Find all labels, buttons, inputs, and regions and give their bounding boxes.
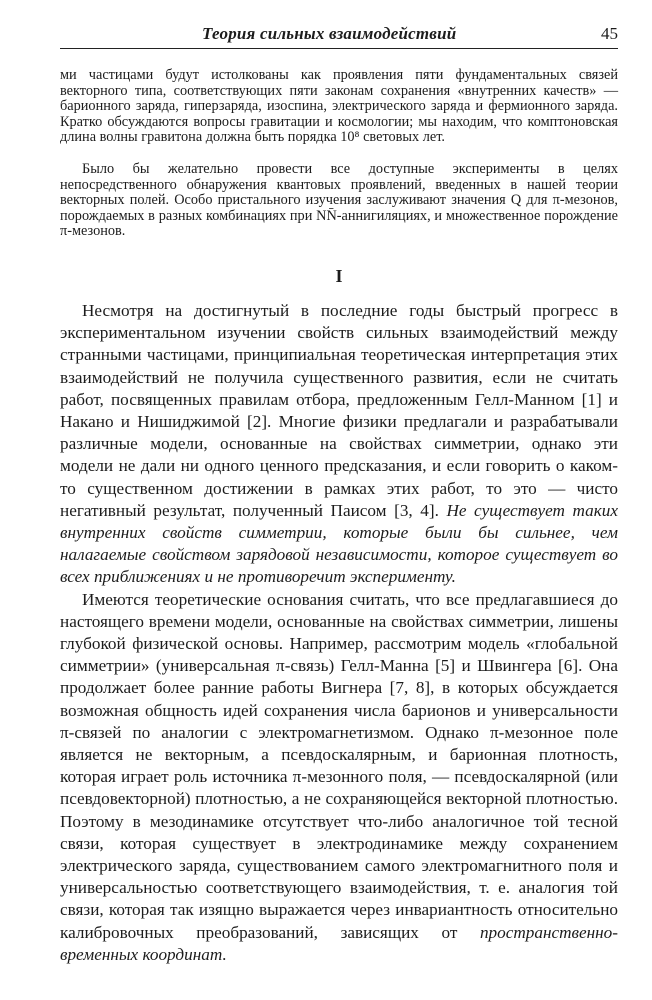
main-text: [60, 300, 618, 966]
body-paragraph-1: [60, 300, 618, 589]
body-paragraph-1-text: Несмотря на достигнутый в последние годы быстрый прогресс в экспериментальном изучении свойств сильных взаимодействий между странными частицами, принципиальная теоретическая интерпретация этих взаимодействий не получила существенного развития, если не считать работ, посвященных правилам отбора, предложенным Гелл-Манном [1] и Накано и Нишиджимой [2]. Многие физики предлагали и разрабатывали различные модели, основанные на свойствах симметрии, однако эти модели не дали ни одного ценного предсказания, и если говорить о каком-то существенном достижении в рамках этих работ, то это — чисто негативный результат, полученный Паисом [3, 4].: [60, 301, 618, 520]
body-paragraph-2-italic: пространственно-временных координат.: [60, 922, 618, 964]
abstract-paragraph-1: ми частицами будут истолкованы как проявления пяти фундаментальных связей векторного типа, соответствующих пяти законам сохранения «внутренних качеств» — барионного заряда, гиперзаряда, изоспина, электрического заряда и фермионного заряда. Кратко обсуждаются вопросы гравитации и космологии; мы находим, что комптоновская длина волны гравитона должна быть порядка 10⁸ световых лет.: [60, 67, 618, 146]
abstract-paragraph-2: Было бы желательно провести все доступные эксперименты в целях непосредственного обнаружения квантовых проявлений, введенных в нашей теории векторных полей. Особо пристального изучения заслуживают значения Q для π-мезонов, порождаемых в разных комбинациях при NN̄-аннигиляциях, и множественное порождение π-мезонов.: [60, 161, 618, 240]
abstract-continuation: [60, 68, 618, 146]
body-paragraph-1-italic: Не существует таких внутренних свойств симметрии, которые были бы сильнее, чем налагаемые свойством зарядовой независимости, которое существует во всех приближениях и не противоречит эксперименту.: [60, 500, 618, 587]
running-title: Теория сильных взаимодействий: [202, 24, 457, 43]
body-paragraph-2: [60, 589, 618, 966]
abstract-conclusion: [60, 162, 618, 240]
running-header: [60, 22, 618, 49]
section-heading: I: [335, 266, 343, 286]
body-paragraph-2-text: Имеются теоретические основания считать, что все предлагавшиеся до настоящего времени модели, основанные на свойствах симметрии, лишены глубокой физической основы. Например, рассмотрим модель «глобальной симметрии» (универсальная π-связь) Гелл-Манна [5] и Швингера [6]. Она продолжает более ранние работы Вигнера [7, 8], в которых обсуждается возможная общность идей сохранения числа барионов и универсальности π-связей по аналогии с электромагнетизмом. Однако π-мезонное поле является не векторным, а псевдоскалярным, и барионная плотность, которая играет роль источника π-мезонного поля, — псевдоскалярной (или псевдовекторной) плотностью, а не сохраняющейся векторной плотностью. Поэтому в мезодинамике отсутствует что-либо аналогичное той тесной связи, которая существует в электродинамике между сохранением электрического заряда, существованием самого электромагнитного поля и универсальностью соответствующего взаимодействия, т. е. аналогия той связи, которая так изящно выражается через инвариантность относительно калибровочных преобразований, зависящих от: [60, 589, 618, 942]
page-number: 45: [601, 24, 618, 43]
